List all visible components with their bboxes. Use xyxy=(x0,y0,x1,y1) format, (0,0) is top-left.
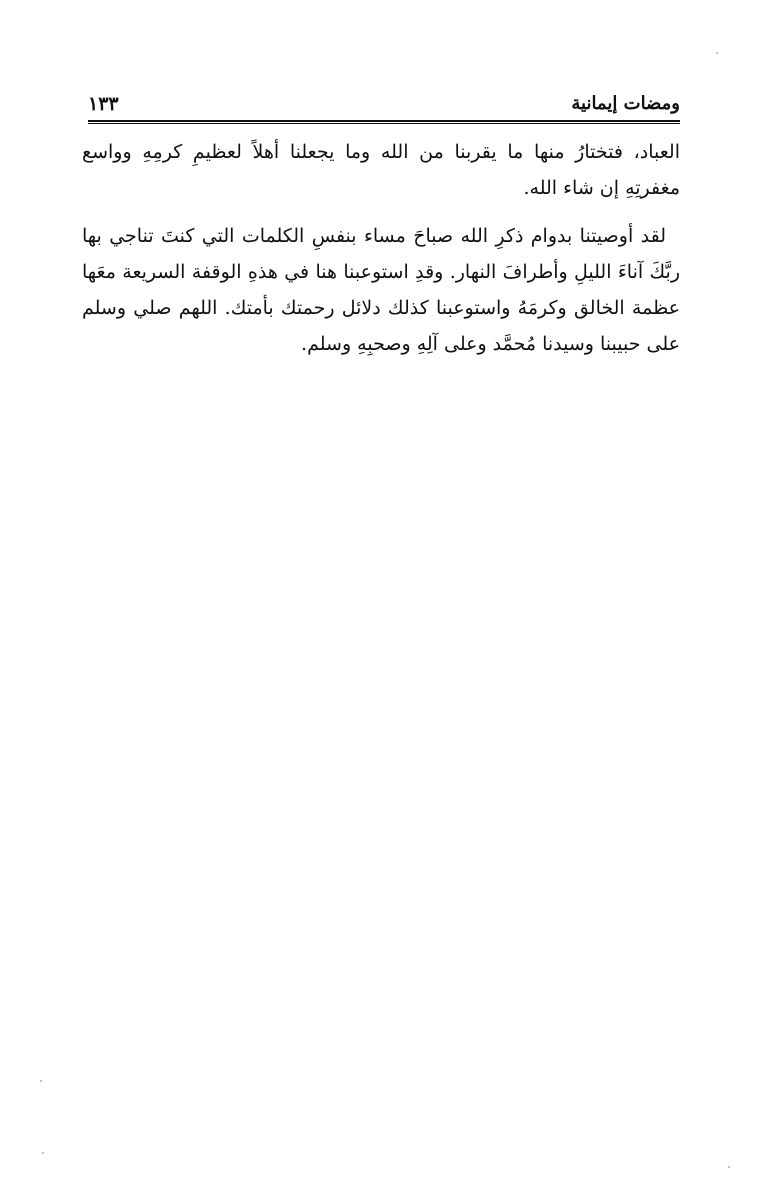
scan-speck xyxy=(42,1152,44,1154)
running-title: ومضات إيمانية xyxy=(571,93,680,114)
header-rule xyxy=(88,120,680,124)
scan-speck xyxy=(716,52,718,54)
running-header xyxy=(88,86,680,122)
scan-speck xyxy=(40,1080,42,1082)
paragraph-2: لقد أوصيتنا بدوام ذكرِ الله صباحَ مساء بنفسِ الكلمات التي كنتَ تناجي بها ربَّكَ آناءَ الليلِ وأطرافَ النهار. وقدِ استوعبنا هنا في هذهِ الوقفة السريعة معَها عظمة الخالق وكرمَهُ واستوعبنا كذلك دلائل رحمتك بأمتك. اللهم صلي وسلم على حبيبنا وسيدنا مُحمَّد وعلى آلِهِ وصحبِهِ وسلم. xyxy=(82,225,680,355)
body-text xyxy=(82,134,680,362)
paragraph-1: العباد، فتختارُ منها ما يقربنا من الله وما يجعلنا أهلاً لعظيمِ كرمِهِ وواسع مغفرتِهِ إن شاء الله. xyxy=(82,141,680,199)
page-number: ١٣٣ xyxy=(88,93,119,115)
scan-speck xyxy=(728,1166,730,1168)
